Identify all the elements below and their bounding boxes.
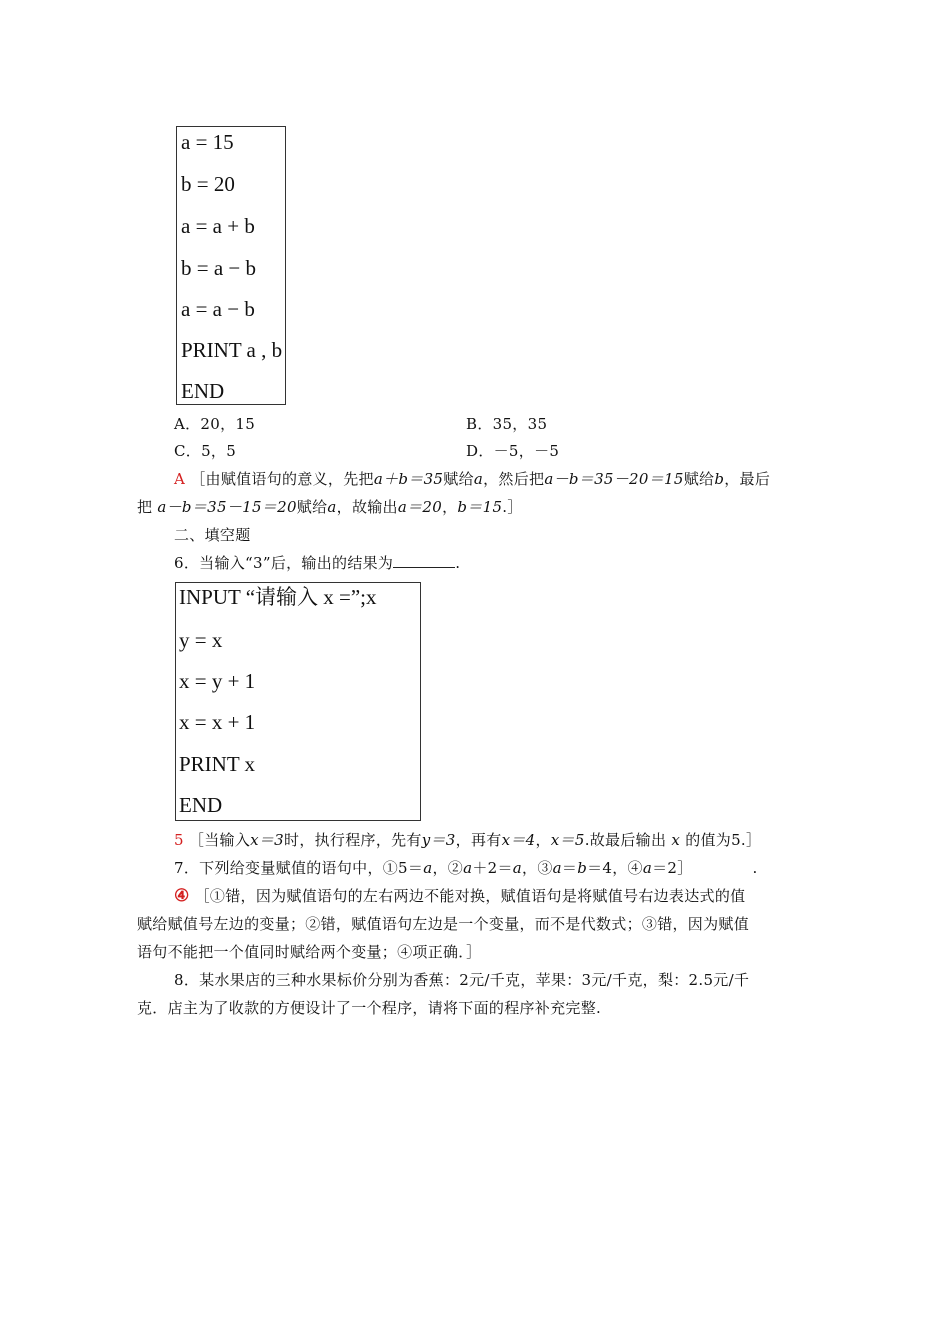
expr: a＋b＝35 — [373, 470, 444, 488]
text: 赋给 — [443, 470, 474, 488]
text: ， — [442, 498, 458, 516]
var: b — [714, 470, 725, 488]
q8-line-2: 克．店主为了收款的方便设计了一个程序，请将下面的程序补充完整. — [137, 999, 602, 1017]
code-line: PRINT x — [179, 752, 256, 776]
expr: a－b＝35－15＝20 — [157, 498, 297, 516]
expr: a＝20 — [397, 498, 443, 516]
code-line: a = 15 — [181, 130, 234, 154]
program-box-2 — [175, 582, 421, 821]
var: a — [642, 859, 653, 877]
q6-explanation — [174, 830, 761, 850]
q5-explanation-line-1 — [174, 469, 770, 489]
q6-prompt — [174, 553, 460, 573]
answer-mark: 5 — [174, 831, 184, 849]
text: ［由赋值语句的意义，先把 — [190, 470, 374, 488]
text: 7．下列给变量赋值的语句中，①5＝ — [174, 859, 424, 877]
var: a — [552, 859, 562, 877]
expr: a－b＝35－20＝15 — [544, 470, 684, 488]
code-line: x = y + 1 — [179, 669, 256, 693]
code-line: END — [181, 379, 225, 403]
answer-mark: A — [174, 470, 186, 488]
text: ［当输入 — [188, 831, 251, 849]
var: a — [512, 859, 523, 877]
text: ， — [535, 831, 551, 849]
text: 赋给 — [683, 470, 715, 488]
q8-line-1: 8．某水果店的三种水果标价分别为香蕉：2元/千克，苹果：3元/千克，梨：2.5元/千 — [174, 971, 750, 989]
code-line: b = 20 — [181, 172, 235, 196]
q5-explanation-line-2 — [137, 497, 523, 517]
var: a — [473, 470, 484, 488]
code-line: END — [179, 793, 223, 817]
section-heading: 二、填空题 — [174, 526, 251, 544]
expr: x＝3 — [250, 831, 285, 849]
answer-mark: ④ — [174, 886, 190, 906]
text: 时，执行程序，先有 — [284, 831, 422, 849]
var: a — [423, 859, 433, 877]
text: ＋2＝ — [472, 859, 513, 877]
text: .］ — [502, 498, 523, 516]
code-line: y = x — [179, 628, 223, 652]
text: ，故输出 — [336, 498, 398, 516]
option-b: B．35，35 — [466, 415, 548, 433]
text: ，③ — [522, 859, 553, 877]
code-line: a = a − b — [181, 297, 255, 321]
text: ［①错，因为赋值语句的左右两边不能对换，赋值语句是将赋值号右边表达式的值 — [194, 887, 746, 905]
q7-explanation-line-1 — [174, 886, 745, 906]
expr: x＝4 — [501, 831, 536, 849]
var: a — [463, 859, 473, 877]
program-box-1 — [176, 126, 286, 405]
code-line: PRINT a , b — [181, 338, 283, 362]
option-d: D．－5，－5 — [466, 442, 560, 460]
q7-explanation-line-2: 赋给赋值号左边的变量；②错，赋值语句左边是一个变量，而不是代数式；③错，因为赋值 — [137, 915, 750, 933]
q7-prompt — [174, 858, 758, 878]
text: 6．当输入“3”后，输出的结果为 — [174, 554, 394, 572]
text: .故最后输出 — [584, 831, 667, 849]
var: b — [577, 859, 588, 877]
var: x — [671, 831, 681, 849]
expr: x＝5 — [550, 831, 585, 849]
text: ＝4，④ — [587, 859, 643, 877]
text: ，然后把 — [483, 470, 545, 488]
code-line: a = a + b — [181, 214, 255, 238]
code-line: x = x + 1 — [179, 710, 256, 734]
expr: y＝3 — [421, 831, 456, 849]
answer-blank — [393, 553, 455, 568]
code-line: b = a − b — [181, 256, 257, 280]
text: ＝ — [561, 859, 578, 877]
text: 赋给 — [296, 498, 328, 516]
code-line: INPUT “请输入 x =”;x — [179, 585, 377, 609]
q7-explanation-line-3: 语句不能把一个值同时赋给两个变量；④项正确．］ — [137, 943, 482, 961]
text: ，最后 — [724, 470, 771, 488]
text: . — [752, 859, 758, 877]
text: . — [455, 554, 461, 572]
var: a — [327, 498, 337, 516]
text: ，② — [432, 859, 464, 877]
text: ＝2］ — [652, 859, 693, 877]
expr: b＝15 — [457, 498, 503, 516]
text: ，再有 — [455, 831, 502, 849]
text: 的值为5.］ — [685, 831, 762, 849]
text: 把 — [137, 498, 153, 516]
option-a: A．20，15 — [174, 415, 256, 433]
option-c: C．5，5 — [174, 442, 237, 460]
